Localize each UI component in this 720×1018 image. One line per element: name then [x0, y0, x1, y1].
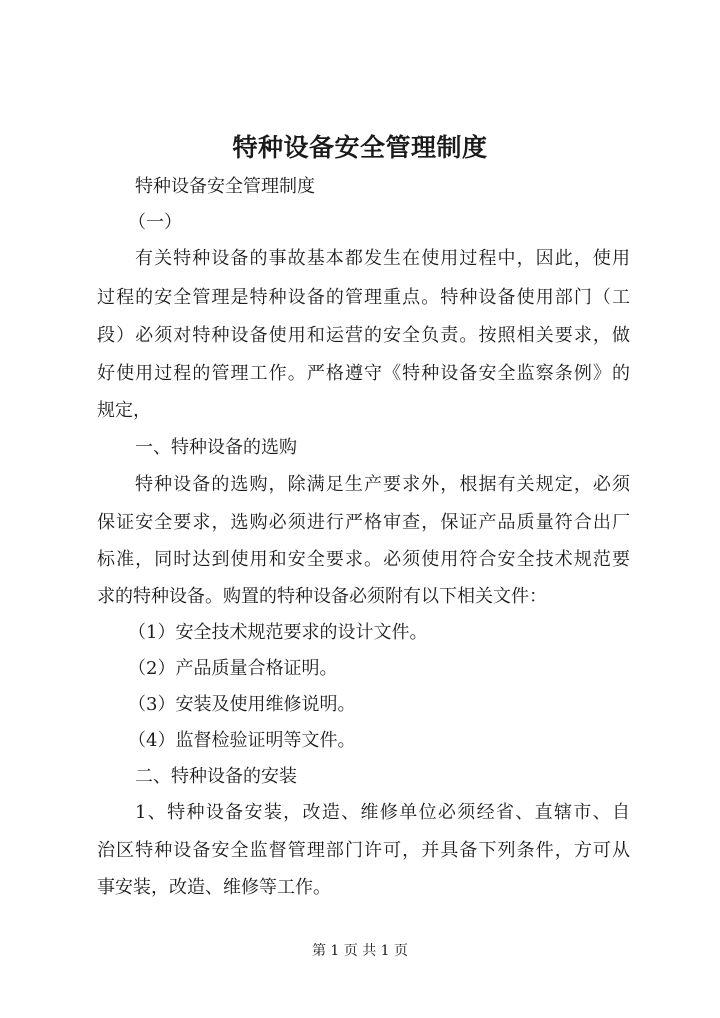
paragraph-1-line-4: 好使用过程的管理工作。严格遵守《特种设备安全监察条例》的 — [97, 363, 630, 384]
paragraph-2-line-4: 求的特种设备。购置的特种设备必须附有以下相关文件： — [97, 586, 547, 607]
paragraph-1-line-1: 有关特种设备的事故基本都发生在使用过程中，因此，使用 — [135, 248, 630, 269]
paragraph-3-line-2: 治区特种设备安全监督管理部门许可，并具备下列条件，方可从 — [97, 840, 630, 861]
paragraph-2-line-2: 保证安全要求，选购必须进行严格审查，保证产品质量符合出厂 — [97, 512, 630, 533]
paragraph-1-line-5: 规定， — [97, 400, 151, 421]
list-item-2: （2）产品质量合格证明。 — [128, 658, 338, 679]
section-one-marker: （一） — [128, 212, 182, 233]
section-heading-2: 二、特种设备的安装 — [135, 766, 297, 787]
paragraph-3-line-1: 1、特种设备安装，改造、维修单位必须经省、直辖市、自 — [135, 802, 630, 823]
document-subtitle: 特种设备安全管理制度 — [135, 176, 315, 197]
paragraph-2-line-1: 特种设备的选购，除满足生产要求外，根据有关规定，必须 — [135, 474, 630, 495]
paragraph-1-line-3: 段）必须对特种设备使用和运营的安全负责。按照相关要求，做 — [97, 325, 630, 346]
paragraph-1-line-2: 过程的安全管理是特种设备的管理重点。特种设备使用部门（工 — [97, 287, 630, 308]
list-item-4: （4）监督检验证明等文件。 — [128, 730, 356, 751]
page-number-footer: 第 1 页 共 1 页 — [311, 943, 409, 959]
document-title: 特种设备安全管理制度 — [232, 133, 488, 162]
list-item-1: （1）安全技术规范要求的设计文件。 — [128, 622, 428, 643]
paragraph-3-line-3: 事安装，改造、维修等工作。 — [97, 877, 331, 898]
paragraph-2-line-3: 标准，同时达到使用和安全要求。必须使用符合安全技术规范要 — [97, 549, 630, 570]
section-heading-1: 一、特种设备的选购 — [135, 437, 297, 458]
list-item-3: （3）安装及使用维修说明。 — [128, 694, 356, 715]
